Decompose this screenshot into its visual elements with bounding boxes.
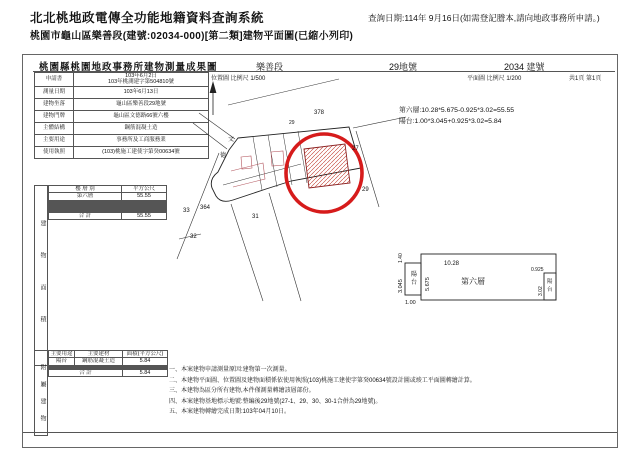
info-label: 測量日期 [35,86,74,98]
dimension-notch-height: 3.02 [538,286,544,296]
survey-drawing [171,67,617,367]
table-row [49,193,167,200]
table-row [49,358,168,365]
total-row [49,212,167,219]
balcony-label-char: 台 [547,287,553,293]
dimension-left-height: 5.675 [425,277,431,291]
column-header-material: 主要建材 [75,351,123,358]
query-date-text: 查詢日期:114年 9月16日(如需登記謄本,請向地政事務所申請。) [368,13,600,23]
balcony-label-char: 陽 [547,279,553,285]
building-number: 2034 建號 [504,62,545,72]
table-header-row [49,351,168,358]
total-value: 55.55 [122,212,167,219]
note-line: 二、本建物平面圖、位置圖及建物面積係依使用執照(103)桃施工建使字第癸00634號設計圖或竣工平面圖轉繪計算。 [169,377,476,384]
lot-label: 32 [190,234,197,240]
info-label: 主體結構 [35,122,74,134]
total-label: 合 計 [49,369,123,376]
table-header-row [49,186,167,193]
cadastral-boundary-lines [177,117,406,301]
dimension-offset: 1.40 [398,253,404,263]
bottom-rule [23,432,617,433]
note-line: 五、本案建物轉繪完成日期:103年04月10日。 [169,409,291,416]
side-label-accessory-building: 附屬建物 [34,350,48,436]
balcony-label-char: 陽 [411,272,418,278]
accessory-material: 鋼筋混凝土造 [75,358,123,365]
lot-label: 29 [362,187,369,193]
floor-area-value: 55.55 [122,193,167,200]
info-label: 使用執照 [35,146,74,158]
lot-label: 29 [289,120,295,126]
side-label-building-area: 建物面積 [34,185,48,366]
info-value: 鋼筋混凝土造 [74,122,209,134]
document-title: 桃園市龜山區樂善段(建號:02034-000)[第二類]建物平面圖(已縮小列印) [30,31,354,42]
column-header-use: 主要用途 [50,351,73,357]
note-line: 一、本案建物申請測量原因:建物第一次測量。 [169,367,291,373]
info-value: (103)桃施工建使字第癸00634號 [74,146,209,158]
lot-label: 364 [200,205,211,211]
application-doc-number: 103年桃測建字第504810號 [107,79,175,86]
info-label: 建物門牌 [35,110,74,122]
lot-number: 29地號 [389,62,418,72]
page-count: 共1頁 第1頁 [569,76,602,82]
road-edge-line [199,113,235,139]
lot-label: 33 [183,208,190,214]
notes-block [169,365,615,418]
info-value: 龜山區文德路66號六樓 [74,110,209,122]
balcony-label-char: 台 [411,280,418,286]
column-header-area: 面積(平方公尺) [123,351,168,358]
floor-name: 第六層 [49,193,122,200]
leader-line [228,79,339,105]
floor-area-table [48,185,167,220]
accessory-area-value: 5.84 [123,358,168,365]
accessory-building-table [48,350,168,377]
road-name-char: 文 [228,137,235,143]
lot-label: 27 [352,146,359,152]
survey-sheet-frame [22,54,618,448]
info-value: 事務所及工商服務業 [74,134,209,146]
note-line: 四、本案建物基地標示地號:整編後29地號(27-1、29、30、30-1合併為29地號)。 [169,398,382,405]
dimension-top: 10.28 [444,261,460,267]
road-name-char: 德 [220,153,227,159]
location-map-scale: 位置圖 比例尺 1/500 [211,76,266,82]
north-arrow-icon [210,81,217,115]
info-label: 建物坐落 [35,98,74,110]
road-edge-line [193,123,227,149]
dimension-balcony-height: 3.045 [398,279,404,293]
application-date: 103年6月2日 [125,73,157,79]
floor-area-formula: 第六層:10.28*5.675-0.925*3.02=55.55 [399,107,515,114]
lot-label: 31 [252,214,259,220]
accessory-use: 陽台 [49,358,75,365]
info-label: 主要用途 [35,134,74,146]
dimension-notch-width: 0.925 [531,267,544,273]
total-label: 合 計 [49,212,122,219]
info-label: 申請書 [35,73,74,87]
section-name: 樂善段 [256,62,284,72]
info-value: 龜山區樂善段29地號 [74,98,209,110]
column-header-floor: 樓 層 別 [49,186,122,193]
floor-plan-room-label: 第六層 [461,277,485,286]
note-line: 三、本建物為區分所有建物,本件僅測量轉繪該層部份。 [169,388,315,395]
total-value: 5.84 [123,369,168,376]
lot-label: 378 [314,110,325,116]
info-value: 103年6月13日 [74,86,209,98]
dimension-balcony-width: 1.00 [405,300,416,306]
system-title: 北北桃地政電傳全功能地籍資料查詢系統 [30,11,265,25]
unit-partition-lines [223,131,307,190]
column-header-area: 平方公尺 [122,186,167,193]
subject-building-hatched [304,144,350,188]
balcony-area-formula: 陽台:1.00*3.045+0.925*3.02=5.84 [399,118,502,125]
floor-plan-scale: 平面圖 比例尺 1/200 [467,76,522,82]
office-title: 桃園縣桃園地政事務所建物測量成果圖 [39,62,218,73]
total-row [49,369,168,376]
